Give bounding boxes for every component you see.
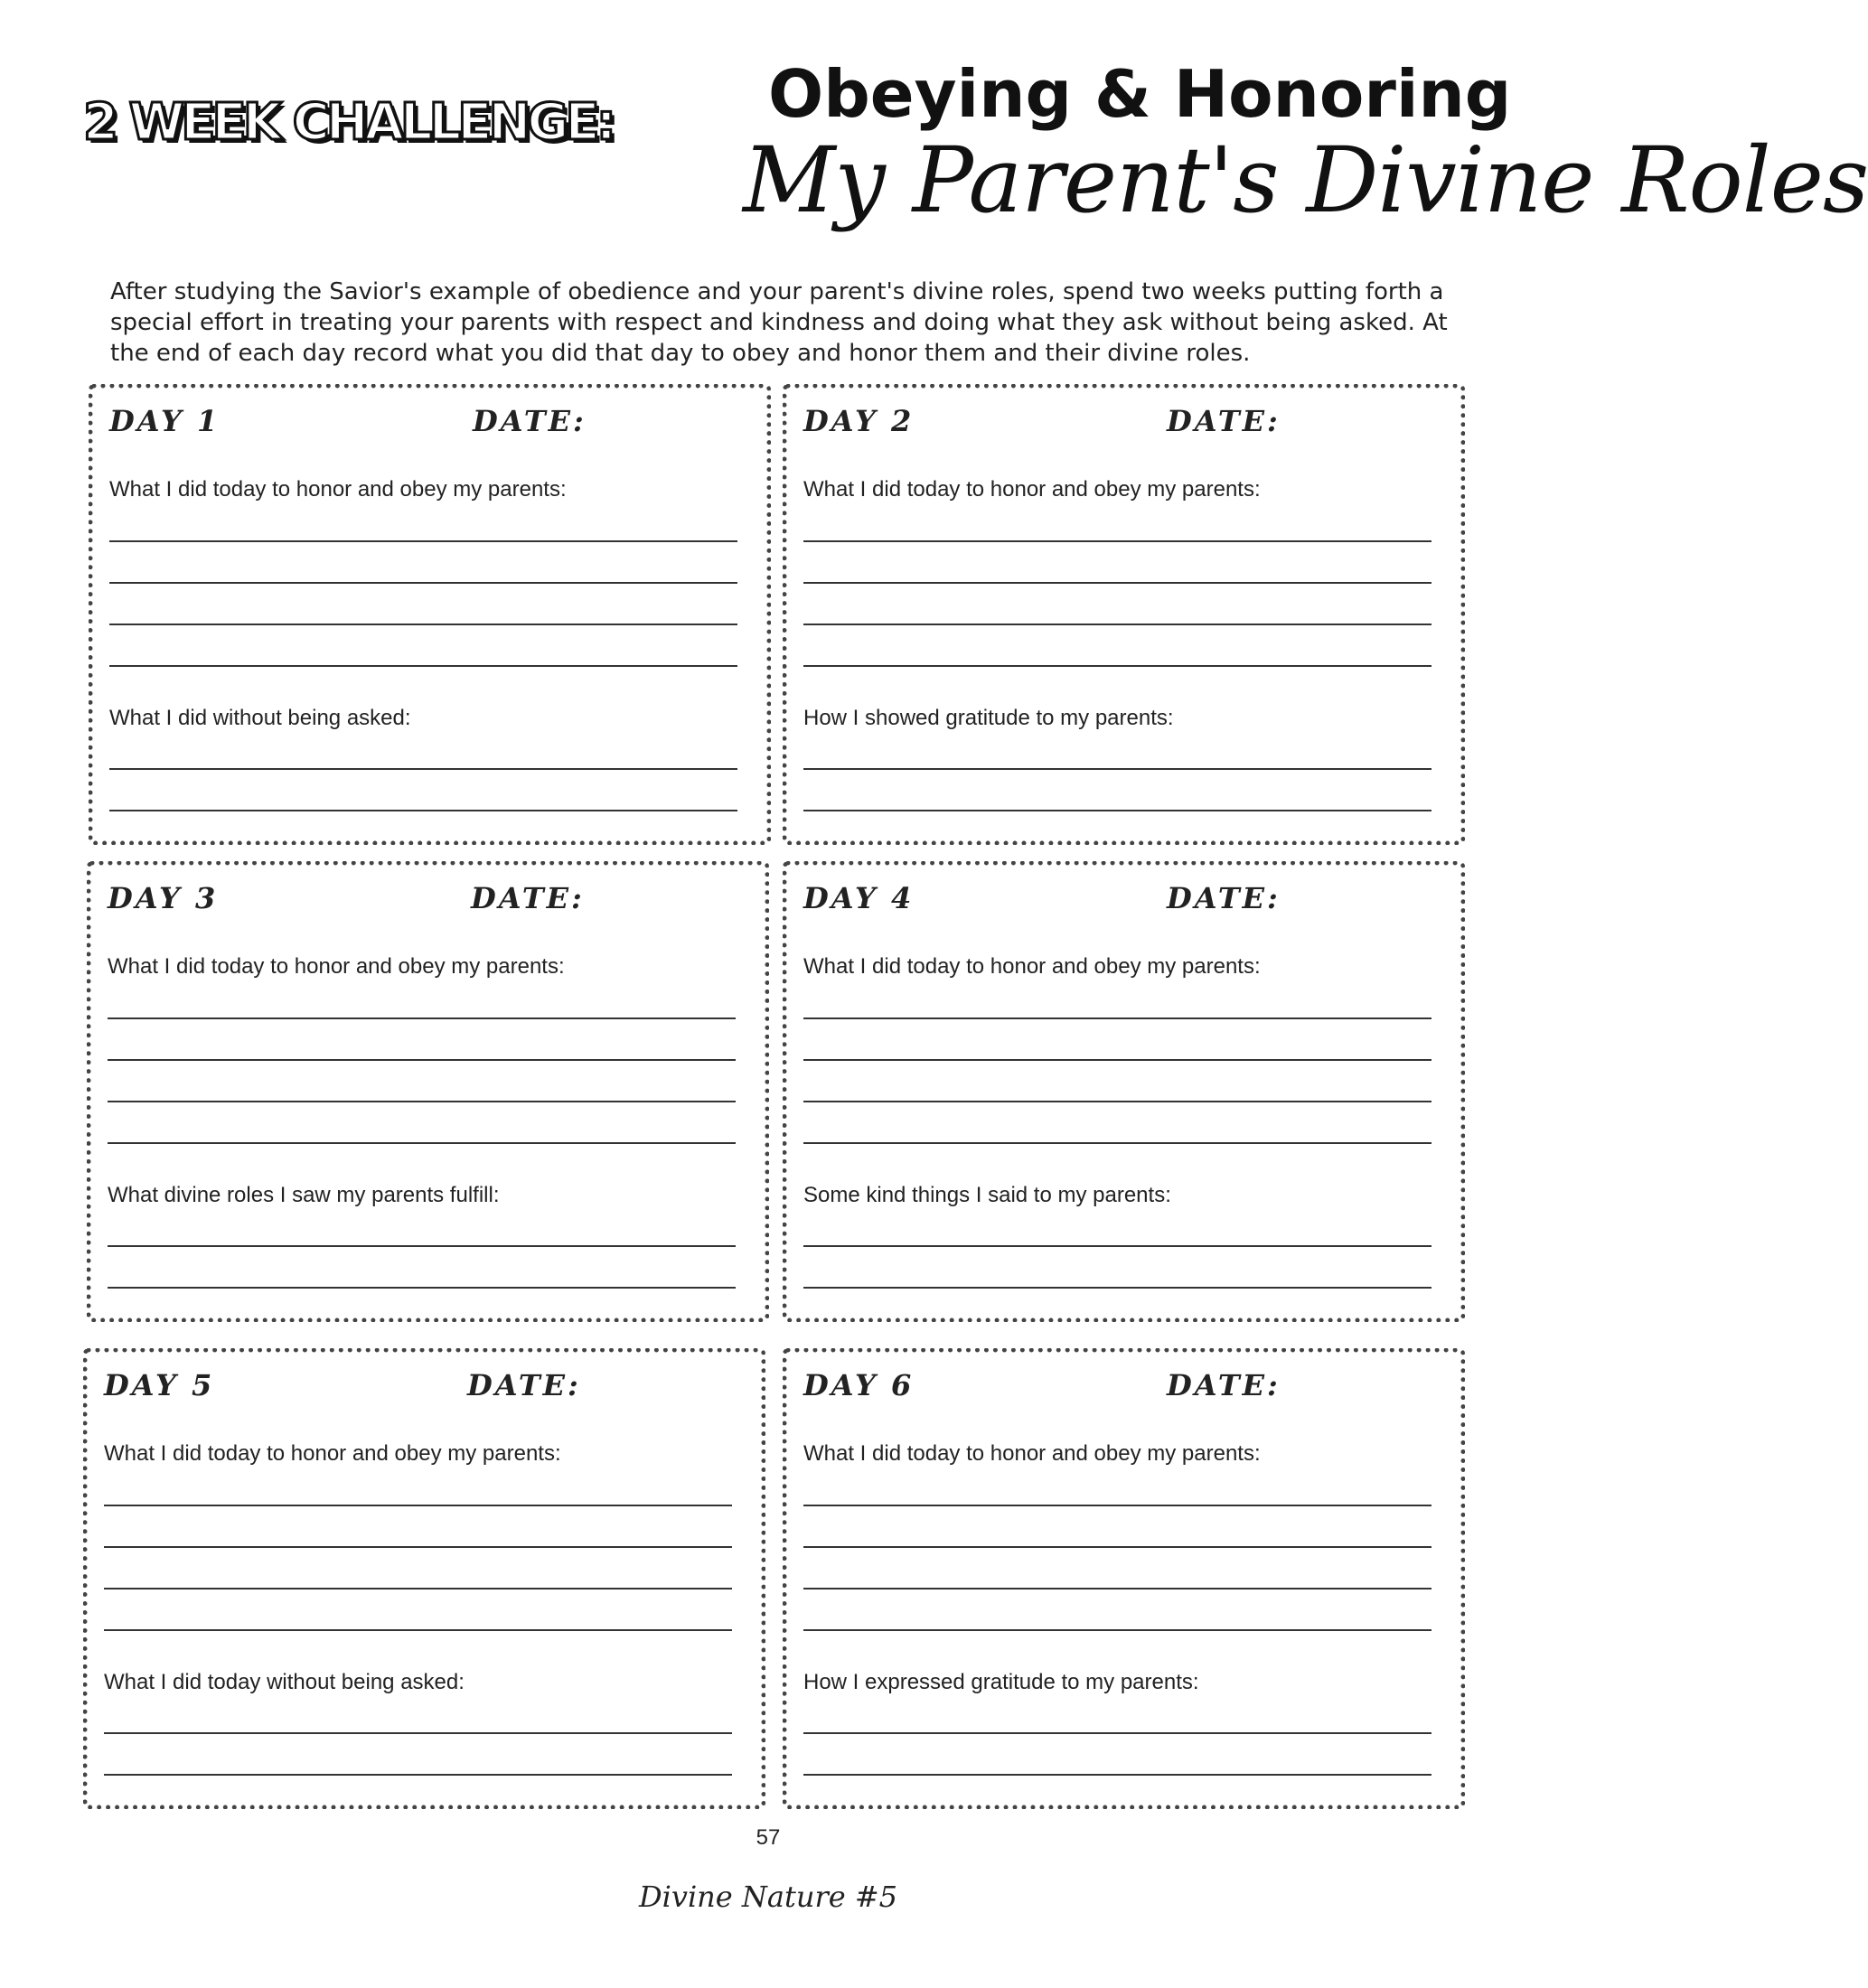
prompt-second: What I did today without being asked: <box>104 1670 465 1694</box>
day-box-3 <box>87 861 769 1322</box>
day-box-1 <box>89 384 771 845</box>
date-label: DATE: <box>473 404 587 438</box>
answer-line[interactable] <box>108 1142 736 1144</box>
prompt-honor-obey: What I did today to honor and obey my parents: <box>108 954 565 979</box>
date-label: DATE: <box>471 881 585 915</box>
footer-title: Divine Nature #5 <box>638 1880 898 1914</box>
prompt-second: How I expressed gratitude to my parents: <box>803 1670 1199 1694</box>
answer-line[interactable] <box>104 1588 732 1589</box>
day-label: DAY 3 <box>108 881 219 915</box>
answer-line[interactable] <box>803 1101 1432 1102</box>
page-header <box>0 0 1868 271</box>
challenge-label: 2 WEEK CHALLENGE: <box>83 93 614 152</box>
intro-paragraph: After studying the Savior's example of obedience and your parent's divine roles, spend two weeks putting forth a special effort in treating your parents with respect and kindness and doing what they ask without being asked. At the end of each day record what you did that day to obey and honor them and their divine roles. <box>110 278 1448 367</box>
prompt-honor-obey: What I did today to honor and obey my parents: <box>803 477 1261 502</box>
answer-line[interactable] <box>108 1287 736 1289</box>
answer-line[interactable] <box>803 1774 1432 1776</box>
date-label: DATE: <box>1167 881 1281 915</box>
day-box-6 <box>783 1348 1465 1809</box>
answer-line[interactable] <box>803 1245 1432 1247</box>
answer-line[interactable] <box>104 1546 732 1548</box>
day-label: DAY 4 <box>803 881 915 915</box>
answer-line[interactable] <box>104 1732 732 1734</box>
answer-line[interactable] <box>803 810 1432 811</box>
prompt-honor-obey: What I did today to honor and obey my parents: <box>109 477 567 502</box>
answer-line[interactable] <box>108 1017 736 1019</box>
answer-line[interactable] <box>803 1546 1432 1548</box>
date-label: DATE: <box>1167 404 1281 438</box>
prompt-honor-obey: What I did today to honor and obey my parents: <box>803 1441 1261 1466</box>
answer-line[interactable] <box>108 1101 736 1102</box>
day-box-4 <box>783 861 1465 1322</box>
answer-line[interactable] <box>109 810 737 811</box>
title-line-1: Obeying & Honoring <box>768 56 1512 132</box>
day-label: DAY 1 <box>109 404 221 438</box>
prompt-second: How I showed gratitude to my parents: <box>803 706 1174 730</box>
day-box-5 <box>83 1348 765 1809</box>
prompt-honor-obey: What I did today to honor and obey my parents: <box>104 1441 561 1466</box>
prompt-second: What divine roles I saw my parents fulfill: <box>108 1183 500 1207</box>
answer-line[interactable] <box>104 1774 732 1776</box>
answer-line[interactable] <box>803 1287 1432 1289</box>
answer-line[interactable] <box>803 582 1432 584</box>
answer-line[interactable] <box>109 624 737 625</box>
day-label: DAY 5 <box>104 1368 215 1402</box>
answer-line[interactable] <box>803 1017 1432 1019</box>
title-line-2: My Parent's Divine Roles <box>743 127 1868 233</box>
answer-line[interactable] <box>109 582 737 584</box>
day-label: DAY 2 <box>803 404 915 438</box>
day-box-2 <box>783 384 1465 845</box>
answer-line[interactable] <box>803 624 1432 625</box>
answer-line[interactable] <box>803 540 1432 542</box>
prompt-second: What I did without being asked: <box>109 706 411 730</box>
page-number: 57 <box>756 1825 781 1850</box>
answer-line[interactable] <box>803 1505 1432 1506</box>
answer-line[interactable] <box>109 768 737 770</box>
prompt-honor-obey: What I did today to honor and obey my parents: <box>803 954 1261 979</box>
answer-line[interactable] <box>109 665 737 667</box>
answer-line[interactable] <box>803 1588 1432 1589</box>
answer-line[interactable] <box>803 1142 1432 1144</box>
answer-line[interactable] <box>803 665 1432 667</box>
answer-line[interactable] <box>104 1505 732 1506</box>
answer-line[interactable] <box>803 1059 1432 1061</box>
answer-line[interactable] <box>109 540 737 542</box>
answer-line[interactable] <box>104 1629 732 1631</box>
answer-line[interactable] <box>108 1059 736 1061</box>
answer-line[interactable] <box>803 1732 1432 1734</box>
prompt-second: Some kind things I said to my parents: <box>803 1183 1171 1207</box>
answer-line[interactable] <box>803 1629 1432 1631</box>
answer-line[interactable] <box>108 1245 736 1247</box>
date-label: DATE: <box>1167 1368 1281 1402</box>
day-label: DAY 6 <box>803 1368 915 1402</box>
date-label: DATE: <box>467 1368 581 1402</box>
answer-line[interactable] <box>803 768 1432 770</box>
